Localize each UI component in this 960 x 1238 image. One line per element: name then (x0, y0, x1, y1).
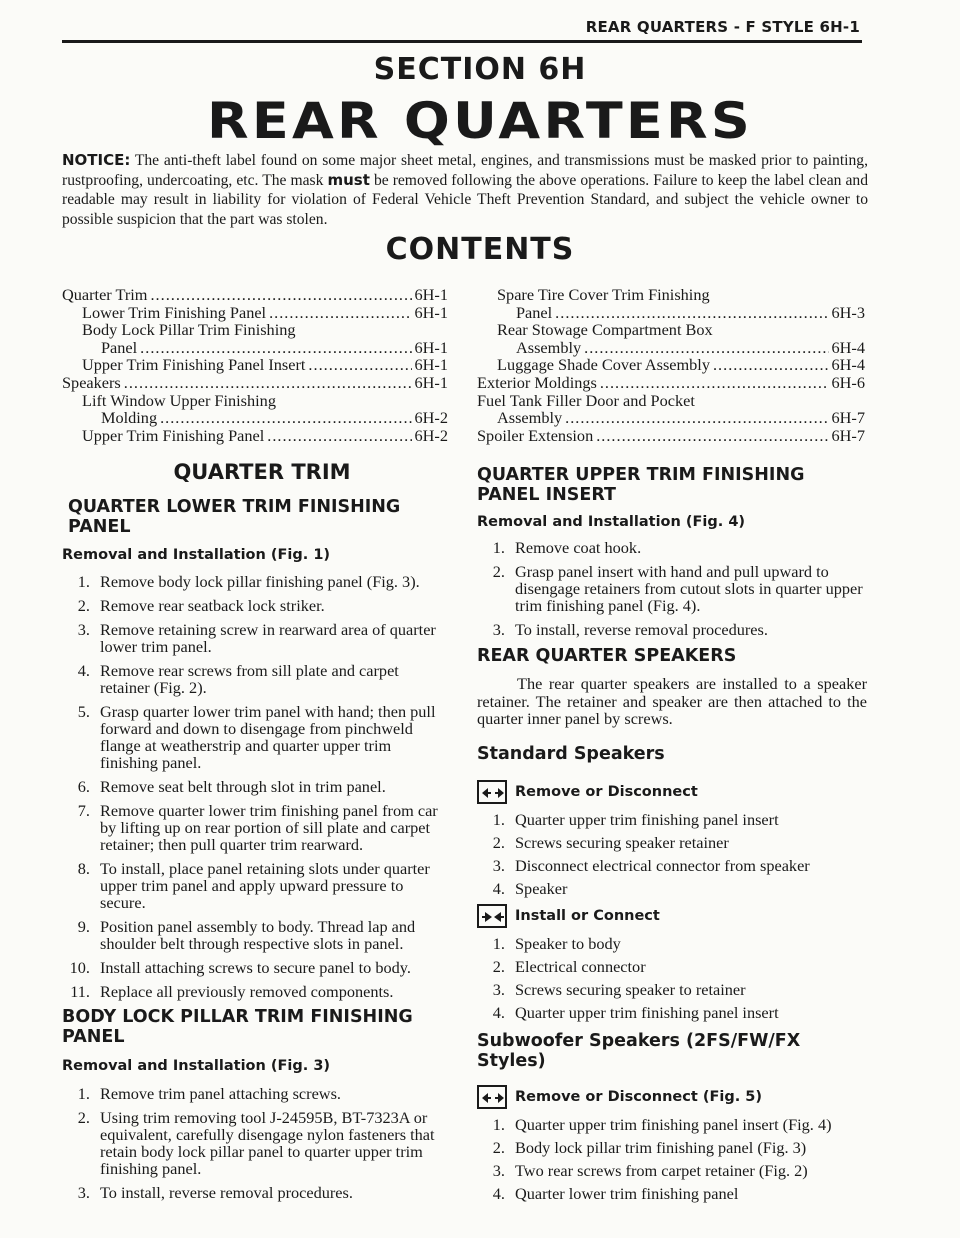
step-number: 11. (70, 982, 90, 1001)
standard-speakers-heading: Standard Speakers (477, 743, 665, 764)
toc-leader-dots (584, 339, 828, 357)
step-text: Remove quarter lower trim finishing panel from car by lifting up on rear portion of sill plate and carpet retainer; then pull quarter trim rearward. (100, 801, 438, 854)
remove-disconnect-fig5-label: Remove or Disconnect (Fig. 5) (515, 1088, 762, 1105)
toc-entry (477, 339, 865, 357)
step-item (477, 855, 867, 875)
toc-entry-title: Upper Trim Finishing Panel (82, 425, 265, 445)
step-text: Two rear screws from carpet retainer (Fig. 2) (515, 1160, 808, 1180)
step-text: Grasp quarter lower trim panel with hand; then pull forward and down to disengage from pinchweld flange at weatherstrip and quarter upper trim finishing panel. (100, 702, 436, 772)
step-text: To install, reverse removal procedures. (515, 620, 768, 639)
remove-disconnect-fig5-row (477, 1085, 867, 1109)
toc-entry (62, 374, 448, 392)
step-text: Install attaching screws to secure panel to body. (100, 958, 411, 977)
toc-entry (62, 392, 448, 410)
toc-entry-page: 6H-7 (831, 408, 865, 428)
toc-entry-title: Quarter Trim (62, 285, 148, 304)
toc-entry-title: Spoiler Extension (477, 425, 594, 445)
step-item (477, 979, 867, 999)
toc-entry-title: Luggage Shade Cover Assembly (497, 355, 710, 375)
step-item (477, 1183, 867, 1203)
toc-leader-dots (555, 304, 828, 322)
step-number: 10. (69, 958, 90, 977)
toc-entry-page: 6H-1 (414, 337, 448, 357)
step-text: Body lock pillar trim finishing panel (Fig. 3) (515, 1137, 807, 1157)
toc-entry-title: Lower Trim Finishing Panel (82, 302, 267, 322)
step-number: 1. (77, 572, 90, 591)
step-item (477, 539, 867, 556)
step-number: 3. (492, 979, 505, 999)
insert-steps (477, 539, 867, 638)
toc-entry-title: Assembly (497, 408, 563, 428)
step-text: Remove body lock pillar finishing panel (Fig. 3). (100, 572, 420, 591)
step-text: Electrical connector (515, 956, 646, 976)
right-column (477, 465, 867, 1209)
step-item (62, 918, 452, 952)
subwoofer-steps (477, 1114, 867, 1203)
step-text: Speaker (515, 878, 568, 898)
toc-entry (477, 356, 865, 374)
toc-entry (62, 356, 448, 374)
step-number: 3. (77, 620, 90, 639)
step-number: 4. (77, 661, 90, 680)
step-item (477, 1160, 867, 1180)
toc-left-column (62, 286, 448, 444)
toc-leader-dots (308, 356, 411, 374)
step-item (62, 959, 452, 976)
step-text: Screws securing speaker to retainer (515, 979, 746, 999)
toc-entry (477, 304, 865, 322)
toc-entry-page: 6H-1 (414, 372, 448, 392)
step-item (62, 573, 452, 590)
remove-disconnect-row (477, 780, 867, 804)
toc-entry (477, 374, 865, 392)
toc-leader-dots (124, 374, 412, 392)
toc-entry (62, 427, 448, 445)
toc-entry-page: 6H-1 (414, 355, 448, 375)
step-number: 4. (492, 1002, 505, 1022)
insert-heading: QUARTER UPPER TRIM FINISHING PANEL INSERT (477, 465, 805, 505)
insert-subheading: Removal and Installation (Fig. 4) (477, 514, 746, 530)
step-item (62, 703, 452, 771)
install-connect-label: Install or Connect (515, 907, 660, 924)
step-text: Remove coat hook. (515, 538, 642, 557)
step-text: Quarter upper trim finishing panel insert (515, 1002, 779, 1022)
step-text: Speaker to body (515, 933, 621, 953)
toc-right-column (477, 286, 865, 444)
toc-entry (62, 321, 448, 339)
step-text: Remove trim panel attaching screws. (100, 1084, 341, 1103)
toc-entry (477, 286, 865, 304)
toc-entry-title: Spare Tire Cover Trim Finishing (497, 285, 710, 304)
step-text: Remove seat belt through slot in trim panel. (100, 777, 386, 796)
toc-leader-dots (713, 356, 829, 374)
step-number: 3. (492, 855, 505, 875)
toc-entry-page: 6H-2 (414, 408, 448, 428)
step-text: Quarter upper trim finishing panel insert (Fig. 4) (515, 1114, 832, 1134)
toc-entry (477, 392, 865, 410)
step-number: 4. (492, 878, 505, 898)
step-number: 1. (492, 809, 505, 829)
toc-leader-dots (596, 427, 828, 445)
toc-leader-dots (565, 409, 828, 427)
step-item (477, 1002, 867, 1022)
step-item (62, 1085, 452, 1102)
step-text: Position panel assembly to body. Thread lap and shoulder belt through respective slots in panel. (100, 917, 416, 953)
step-item (62, 597, 452, 614)
step-item (477, 1137, 867, 1157)
subwoofer-heading: Subwoofer Speakers (2FS/FW/FX Styles) (477, 1030, 801, 1071)
remove-disconnect-icon (477, 780, 507, 804)
toc-leader-dots (140, 339, 411, 357)
toc-leader-dots (267, 427, 411, 445)
step-number: 2. (492, 1137, 505, 1157)
toc-entry-page: 6H-3 (831, 302, 865, 322)
step-item (62, 802, 452, 853)
step-item (477, 933, 867, 953)
toc-entry-title: Body Lock Pillar Trim Finishing (82, 320, 296, 340)
notice-emphasis: must (327, 170, 370, 189)
remove-disconnect-label: Remove or Disconnect (515, 783, 698, 800)
toc-entry (62, 286, 448, 304)
step-number: 2. (492, 956, 505, 976)
toc-entry-page: 6H-1 (414, 285, 448, 304)
toc-entry (62, 339, 448, 357)
toc-entry-title: Molding (101, 408, 158, 428)
step-number: 1. (492, 1114, 505, 1134)
toc-entry-title: Lift Window Upper Finishing (82, 390, 276, 410)
step-number: 3. (77, 1183, 90, 1202)
step-text: Grasp panel insert with hand and pull upward to disengage retainers from cutout slots in quarter upper trim finishing panel (Fig. 4). (515, 562, 863, 615)
left-column (62, 460, 452, 1208)
step-item (62, 983, 452, 1000)
step-text: Disconnect electrical connector from speaker (515, 855, 810, 875)
step-item (62, 662, 452, 696)
step-number: 3. (492, 1160, 505, 1180)
toc-leader-dots (600, 374, 829, 392)
step-text: Remove rear seatback lock striker. (100, 596, 325, 615)
toc-entry-page: 6H-4 (831, 337, 865, 357)
step-number: 6. (77, 777, 90, 796)
toc-entry (62, 409, 448, 427)
step-text: Remove rear screws from sill plate and carpet retainer (Fig. 2). (100, 661, 399, 697)
step-text: Quarter upper trim finishing panel insert (515, 809, 779, 829)
toc-entry-title: Fuel Tank Filler Door and Pocket (477, 390, 695, 410)
step-item (477, 956, 867, 976)
step-number: 2. (77, 1108, 90, 1127)
step-number: 2. (492, 562, 505, 581)
speakers-heading: REAR QUARTER SPEAKERS (477, 646, 737, 666)
speakers-paragraph: The rear quarter speakers are installed to a speaker retainer. The retainer and speaker are then attached to the quarter inner panel by screws. (477, 674, 867, 728)
notice-text-2: be removed following the above operations. Failure to keep the label clean and readable may result in liability for violation of Federal Vehicle Theft Prevention Standard, and subject the vehicle owner to possible suspicion that the part was stolen. (62, 171, 868, 228)
toc-leader-dots (150, 286, 411, 304)
step-item (62, 1184, 452, 1201)
remove-disconnect-icon (477, 1085, 507, 1109)
header-rule (62, 40, 862, 43)
toc-entry-page: 6H-1 (414, 302, 448, 322)
pillar-steps (62, 1085, 452, 1201)
section-label: SECTION 6H (373, 52, 587, 87)
notice-paragraph (62, 151, 868, 229)
step-item (477, 563, 867, 614)
notice-label: NOTICE: (62, 151, 131, 169)
step-item (62, 860, 452, 911)
step-number: 1. (492, 538, 505, 557)
toc-entry-title: Panel (516, 302, 553, 322)
toc-entry-title: Speakers (62, 372, 121, 392)
step-item (477, 1114, 867, 1134)
step-number: 1. (77, 1084, 90, 1103)
step-text: To install, place panel retaining slots under quarter upper trim panel and apply upward pressure to secure. (100, 859, 430, 912)
quarter-trim-heading: QUARTER TRIM (173, 460, 351, 484)
toc-entry (477, 409, 865, 427)
toc-leader-dots (160, 409, 411, 427)
step-text: Remove retaining screw in rearward area of quarter lower trim panel. (100, 620, 436, 656)
toc-entry (477, 427, 865, 445)
toc-entry-page: 6H-6 (831, 372, 865, 392)
toc-entry (62, 304, 448, 322)
notice-text-1: The anti-theft label found on some major sheet metal, engines, and transmissions must be masked prior to painting, rustproofing, undercoating, etc. The mask (62, 152, 869, 189)
step-number: 3. (492, 620, 505, 639)
toc-entry-title: Panel (101, 337, 138, 357)
step-text: Using trim removing tool J-24595B, BT-7323A or equivalent, carefully disengage nylon fasteners that retain body lock pillar panel to quarter upper trim finishing panel. (100, 1108, 435, 1178)
toc-entry (477, 321, 865, 339)
step-text: Replace all previously removed components. (100, 982, 394, 1001)
step-text: Quarter lower trim finishing panel (515, 1183, 739, 1203)
step-item (62, 1109, 452, 1177)
step-item (477, 621, 867, 638)
toc-entry-title: Assembly (516, 337, 582, 357)
remove-steps (477, 809, 867, 898)
toc-entry-page: 6H-4 (831, 355, 865, 375)
toc-entry-title: Exterior Moldings (477, 372, 597, 392)
step-number: 2. (492, 832, 505, 852)
toc-entry-title: Rear Stowage Compartment Box (497, 320, 713, 340)
step-item (477, 878, 867, 898)
lower-panel-steps (62, 573, 452, 1000)
install-steps (477, 933, 867, 1022)
toc-entry-page: 6H-7 (831, 425, 865, 445)
lower-panel-subheading: Removal and Installation (Fig. 1) (62, 547, 331, 563)
step-number: 8. (77, 859, 90, 878)
toc-entry-title: Upper Trim Finishing Panel Insert (82, 355, 306, 375)
step-number: 4. (492, 1183, 505, 1203)
step-text: Screws securing speaker retainer (515, 832, 729, 852)
step-number: 2. (77, 596, 90, 615)
pillar-heading: BODY LOCK PILLAR TRIM FINISHING PANEL (62, 1007, 413, 1047)
step-item (62, 621, 452, 655)
section-title: REAR QUARTERS (206, 92, 754, 150)
step-item (62, 778, 452, 795)
step-number: 9. (77, 917, 90, 936)
step-item (477, 809, 867, 829)
step-number: 1. (492, 933, 505, 953)
step-text: To install, reverse removal procedures. (100, 1183, 353, 1202)
pillar-subheading: Removal and Installation (Fig. 3) (62, 1058, 331, 1074)
step-number: 5. (77, 702, 90, 721)
install-connect-icon (477, 904, 507, 928)
toc-leader-dots (269, 304, 411, 322)
step-item (477, 832, 867, 852)
toc-entry-page: 6H-2 (414, 425, 448, 445)
install-connect-row (477, 904, 867, 928)
contents-heading: CONTENTS (385, 232, 575, 267)
lower-panel-heading: QUARTER LOWER TRIM FINISHING PANEL (68, 497, 401, 537)
running-header: REAR QUARTERS - F STYLE 6H-1 (585, 18, 860, 36)
step-number: 7. (77, 801, 90, 820)
